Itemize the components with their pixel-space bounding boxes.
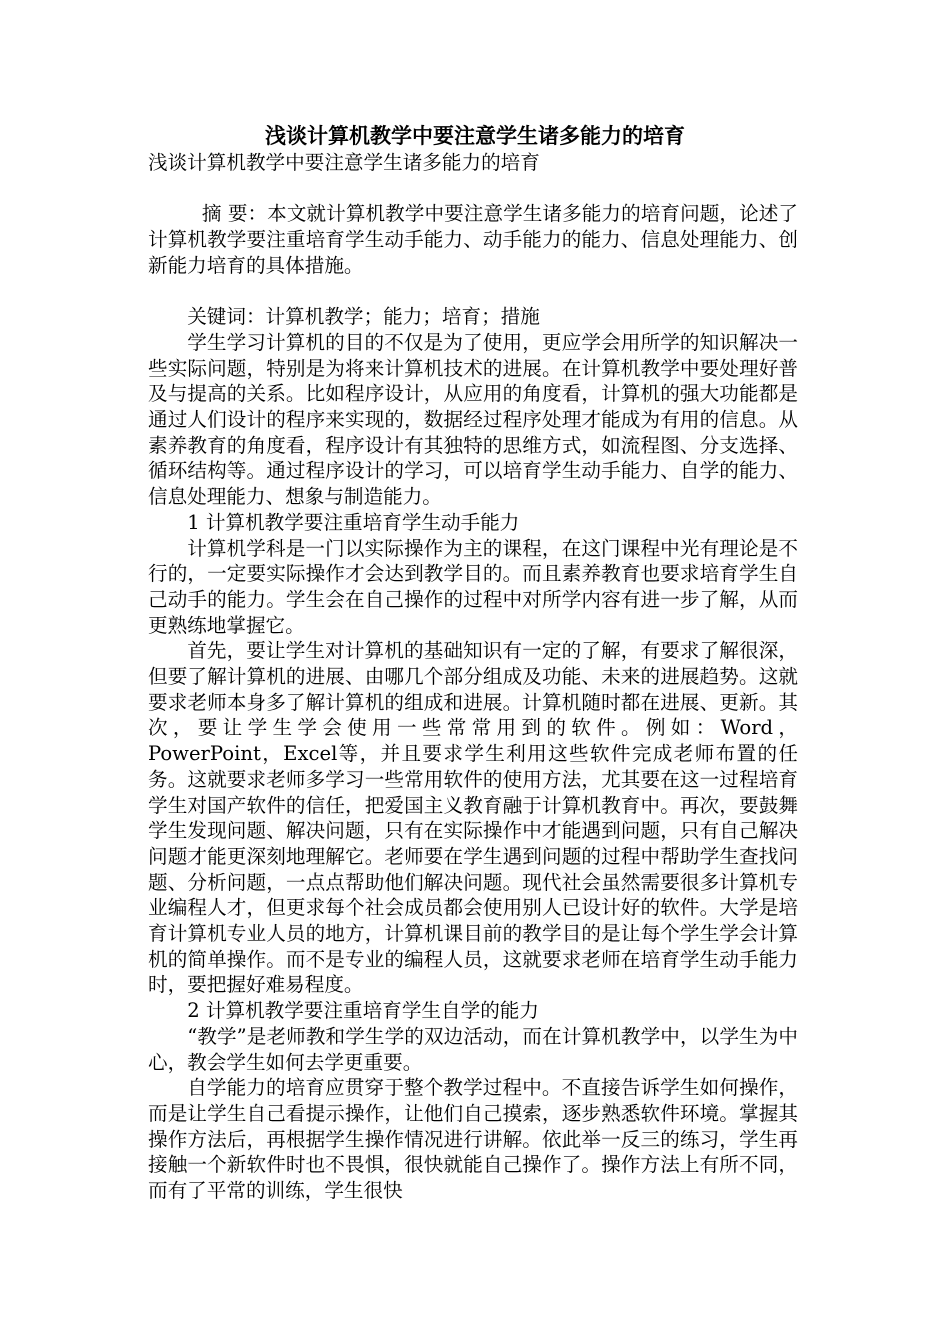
section-heading: 2 计算机教学要注重培育学生自学的能力 — [187, 999, 539, 1023]
body-paragraph: 学生学习计算机的目的不仅是为了使用，更应学会用所学的知识解决一些实际问题，特别是为将来计算机技术的进展。在计算机教学中要处理好普及与提高的关系。比如程序设计，从应用的角度看，计算机的强大功能都是通过人们设计的程序来实现的，数据经过程序处理才能成为有用的信息。从素养教育的角度看，程序设计有其独特的思维方式，如流程图、分支选择、循环结构等。通过程序设计的学习，可以培育学生动手能力、自学的能力、信息处理能力、想象与制造能力。 — [148, 330, 798, 509]
body-paragraph: 计算机学科是一门以实际操作为主的课程，在这门课程中光有理论是不行的，一定要实际操作才会达到教学目的。而且素养教育也要求培育学生自己动手的能力。学生会在自己操作的过程中对所学内容有进一步了解，从而更熟练地掌握它。 — [148, 536, 798, 637]
body-paragraph: 自学能力的培育应贯穿于整个教学过程中。不直接告诉学生如何操作，而是让学生自己看提示操作，让他们自己摸索，逐步熟悉软件环境。掌握其操作方法后，再根据学生操作情况进行讲解。依此举一反三的练习，学生再接触一个新软件时也不畏惧，很快就能自己操作了。操作方法上有所不同，而有了平常的训练，学生很快 — [148, 1076, 798, 1203]
blank-line — [148, 176, 798, 202]
body-paragraph: 首先，要让学生对计算机的基础知识有一定的了解，有要求了解很深，但要了解计算机的进展、由哪几个部分组成及功能、未来的进展趋势。这就要求老师本身多了解计算机的组成和进展。计算机随时都在进展、更新。其次，要让学生学会使用一些常常用到的软件。例如：Word，PowerPoint，Excel等，并且要求学生利用这些软件完成老师布置的任务。这就要求老师多学习一些常用软件的使用方法，尤其要在这一过程培育学生对国产软件的信任，把爱国主义教育融于计算机教育中。再次，要鼓舞学生发现问题、解决问题，只有在实际操作中才能遇到问题，只有自己解决问题才能更深刻地理解它。老师要在学生遇到问题的过程中帮助学生查找问题、分析问题，一点点帮助他们解决问题。现代社会虽然需要很多计算机专业编程人才，但更求每个社会成员都会使用别人已设计好的软件。大学是培育计算机专业人员的地方，计算机课目前的教学目的是让每个学生学会计算机的简单操作。而不是专业的编程人员，这就要求老师在培育学生动手能力时，要把握好难易程度。 — [148, 639, 798, 997]
document-subtitle: 浅谈计算机教学中要注意学生诸多能力的培育 — [148, 151, 540, 174]
document-body — [148, 150, 798, 1204]
keywords-line: 关键词：计算机教学；能力；培育；措施 — [187, 305, 540, 329]
body-paragraph: “教学”是老师教和学生学的双边活动，而在计算机教学中，以学生为中心，教会学生如何去学更重要。 — [148, 1024, 798, 1074]
blank-line — [148, 279, 798, 305]
document-title: 浅谈计算机教学中要注意学生诸多能力的培育 — [265, 123, 685, 148]
section-heading: 1 计算机教学要注重培育学生动手能力 — [187, 510, 520, 534]
abstract-paragraph: 摘 要：本文就计算机教学中要注意学生诸多能力的培育问题，论述了计算机教学要注重培育学生动手能力、动手能力的能力、信息处理能力、创新能力培育的具体措施。 — [148, 202, 798, 277]
